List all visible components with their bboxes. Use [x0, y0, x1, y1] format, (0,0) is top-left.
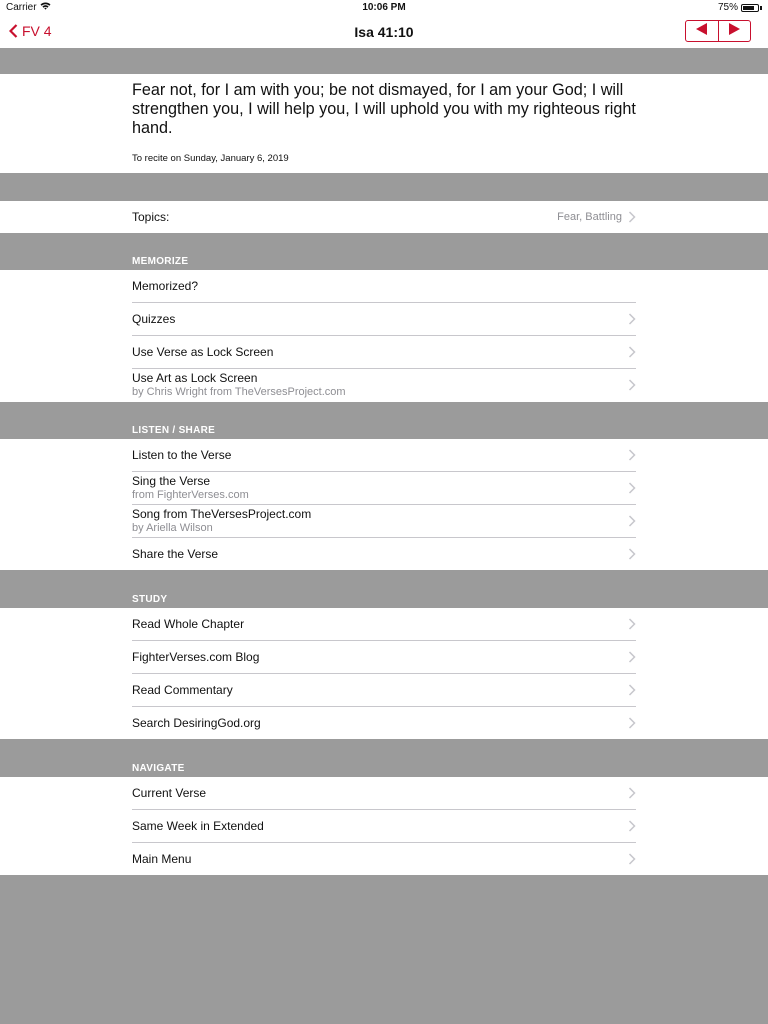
next-verse-button[interactable] [718, 21, 751, 41]
memorized-row[interactable] [132, 270, 636, 303]
chevron-right-icon [628, 449, 636, 461]
row-sublabel: by Ariella Wilson [132, 522, 213, 534]
chevron-right-icon [628, 853, 636, 865]
status-time: 10:06 PM [362, 2, 406, 13]
row-label: Listen to the Verse [132, 448, 232, 462]
row-label: Song from TheVersesProject.com [132, 507, 312, 521]
row-label: Use Art as Lock Screen [132, 371, 258, 385]
share-verse-row[interactable] [132, 538, 636, 570]
listen-share-section [0, 439, 768, 570]
main-menu-row[interactable] [132, 843, 636, 875]
verse-text: Fear not, for I am with you; be not dismayed, for I am your God; I will strengthen you, I will help you, I will uphold you with my righteous right hand. [132, 81, 636, 137]
chevron-right-icon [628, 684, 636, 696]
row-label: Sing the Verse [132, 474, 211, 488]
row-label: Quizzes [132, 312, 176, 326]
row-label: Main Menu [132, 852, 192, 866]
status-bar [0, 0, 768, 16]
row-label: Read Commentary [132, 683, 233, 697]
row-label: Share the Verse [132, 547, 219, 561]
carrier-label: Carrier [6, 2, 37, 13]
topics-value: Fear, Battling [557, 211, 622, 223]
battery-percent: 75% [717, 2, 738, 13]
arrow-right-icon [729, 22, 740, 40]
row-sublabel: by Chris Wright from TheVersesProject.com [132, 386, 346, 398]
row-label: Search DesiringGod.org [132, 716, 261, 730]
read-chapter-row[interactable] [132, 608, 636, 641]
row-label: Read Whole Chapter [132, 617, 245, 631]
back-label: FV 4 [22, 23, 52, 39]
chevron-right-icon [628, 787, 636, 799]
arrow-left-icon [696, 22, 707, 40]
chevron-right-icon [628, 717, 636, 729]
battery-icon [741, 4, 759, 12]
chevron-right-icon [628, 618, 636, 630]
row-label: Memorized? [132, 279, 199, 293]
verse-lock-screen-row[interactable] [132, 336, 636, 369]
previous-verse-button[interactable] [686, 21, 718, 41]
chevron-right-icon [628, 651, 636, 663]
blog-row[interactable] [132, 641, 636, 674]
chevron-right-icon [628, 211, 636, 223]
topics-row[interactable] [132, 201, 636, 233]
section-header-memorize: MEMORIZE [132, 256, 189, 267]
topics-label: Topics: [132, 210, 170, 224]
sing-verse-row[interactable] [132, 472, 636, 505]
page-title: Isa 41:10 [354, 24, 414, 40]
song-verses-project-row[interactable] [132, 505, 636, 538]
recite-date: To recite on Sunday, January 6, 2019 [132, 153, 289, 164]
chevron-right-icon [628, 379, 636, 391]
chevron-right-icon [628, 346, 636, 358]
art-lock-screen-row[interactable] [132, 369, 636, 402]
navigation-bar [0, 16, 768, 48]
row-label: Same Week in Extended [132, 819, 264, 833]
search-desiringgod-row[interactable] [132, 707, 636, 739]
section-header-study: STUDY [132, 594, 168, 605]
memorize-section [0, 270, 768, 402]
chevron-right-icon [628, 548, 636, 560]
row-label: Use Verse as Lock Screen [132, 345, 274, 359]
current-verse-row[interactable] [132, 777, 636, 810]
chevron-right-icon [628, 482, 636, 494]
topics-section [0, 201, 768, 233]
chevron-right-icon [628, 313, 636, 325]
section-header-navigate: NAVIGATE [132, 763, 185, 774]
commentary-row[interactable] [132, 674, 636, 707]
row-label: Current Verse [132, 786, 207, 800]
listen-verse-row[interactable] [132, 439, 636, 472]
battery-indicator [718, 2, 762, 13]
quizzes-row[interactable] [132, 303, 636, 336]
study-section [0, 608, 768, 739]
chevron-right-icon [628, 515, 636, 527]
chevron-right-icon [628, 820, 636, 832]
row-label: FighterVerses.com Blog [132, 650, 260, 664]
verse-navigation-control [685, 20, 751, 42]
section-header-listen-share: LISTEN / SHARE [132, 425, 216, 436]
navigate-section [0, 777, 768, 875]
same-week-extended-row[interactable] [132, 810, 636, 843]
row-sublabel: from FighterVerses.com [132, 489, 249, 501]
